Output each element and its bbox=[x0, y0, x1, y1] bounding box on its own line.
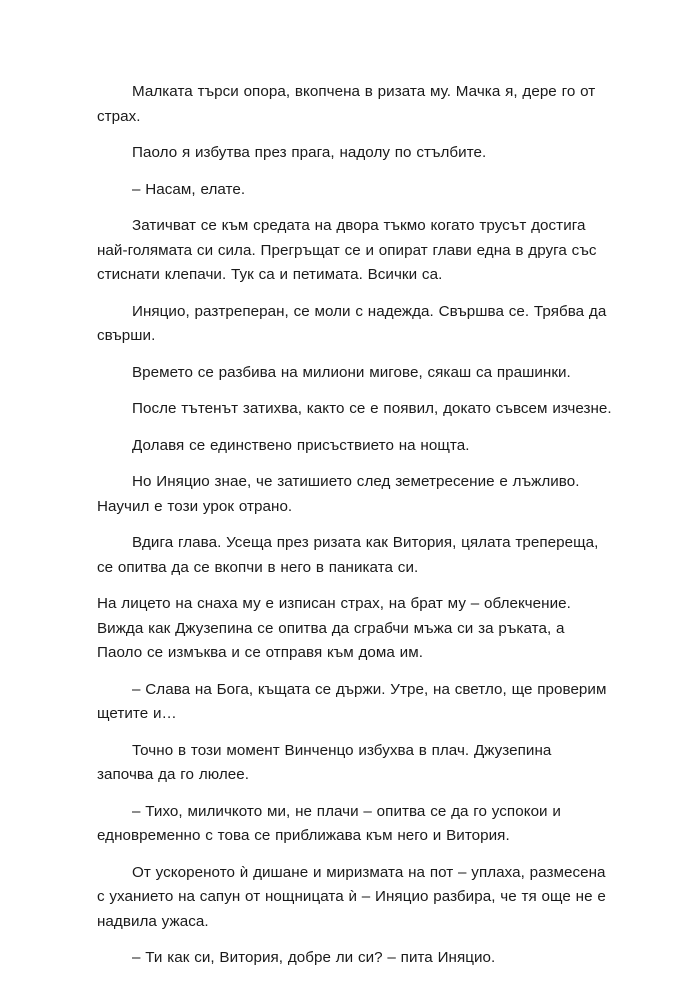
paragraph-12: – Слава на Бога, къщата се държи. Утре, на светло, ще проверим щетите и… bbox=[97, 680, 607, 722]
paragraph-16: – Ти как си, Витория, добре ли си? – пита Иняцио. bbox=[132, 949, 496, 966]
paragraph-11: На лицето на снаха му е изписан страх, на брат му – облекчение. Вижда как Джузепина се опитва да сграбчи мъжа си за ръката, а Паоло се измъква и се отправя към дома им. bbox=[97, 595, 571, 661]
paragraph-3: – Насам, елате. bbox=[132, 180, 246, 198]
paragraph-9: Но Иняцио знае, че затишието след земетресение е лъжливо. Научил е този урок отрано. bbox=[97, 473, 580, 515]
paragraph-7: После тътенът затихва, както се е появил, докато съвсем изчезне. bbox=[132, 400, 612, 417]
paragraph-14: – Тихо, миличкото ми, не плачи – опитва се да го успокои и едновременно с това се приближава към него и Витория. bbox=[97, 802, 561, 844]
paragraph-6: Времето се разбива на милиони мигове, сякаш са прашинки. bbox=[132, 363, 571, 381]
paragraph-2: Паоло я избутва през прага, надолу по стълбите. bbox=[132, 144, 487, 161]
paragraph-1: Малката търси опора, вкопчена в ризата му. Мачка я, дере го от страх. bbox=[97, 83, 596, 125]
paragraph-4: Затичват се към средата на двора тъкмо когато трусът достига най-голямата си сила. Прегръщат се и опират глави една в друга със стиснати клепачи. Тук са и петимата. Всички са. bbox=[97, 217, 597, 283]
paragraph-13: Точно в този момент Винченцо избухва в плач. Джузепина започва да го люлее. bbox=[97, 741, 552, 783]
paragraph-5: Иняцио, разтреперан, се моли с надежда. Свършва се. Трябва да свърши. bbox=[97, 302, 607, 344]
paragraph-10: Вдига глава. Усеща през ризата как Витория, цялата трепереща, се опитва да се вкопчи в него в паниката си. bbox=[97, 534, 599, 576]
paragraph-8: Долавя се единствено присъствието на нощта. bbox=[132, 436, 470, 454]
paragraph-15: От ускореното ѝ дишане и миризмата на пот – уплаха, размесена с уханието на сапун от нощницата ѝ – Иняцио разбира, че тя още не е надвила ужаса. bbox=[97, 863, 606, 930]
